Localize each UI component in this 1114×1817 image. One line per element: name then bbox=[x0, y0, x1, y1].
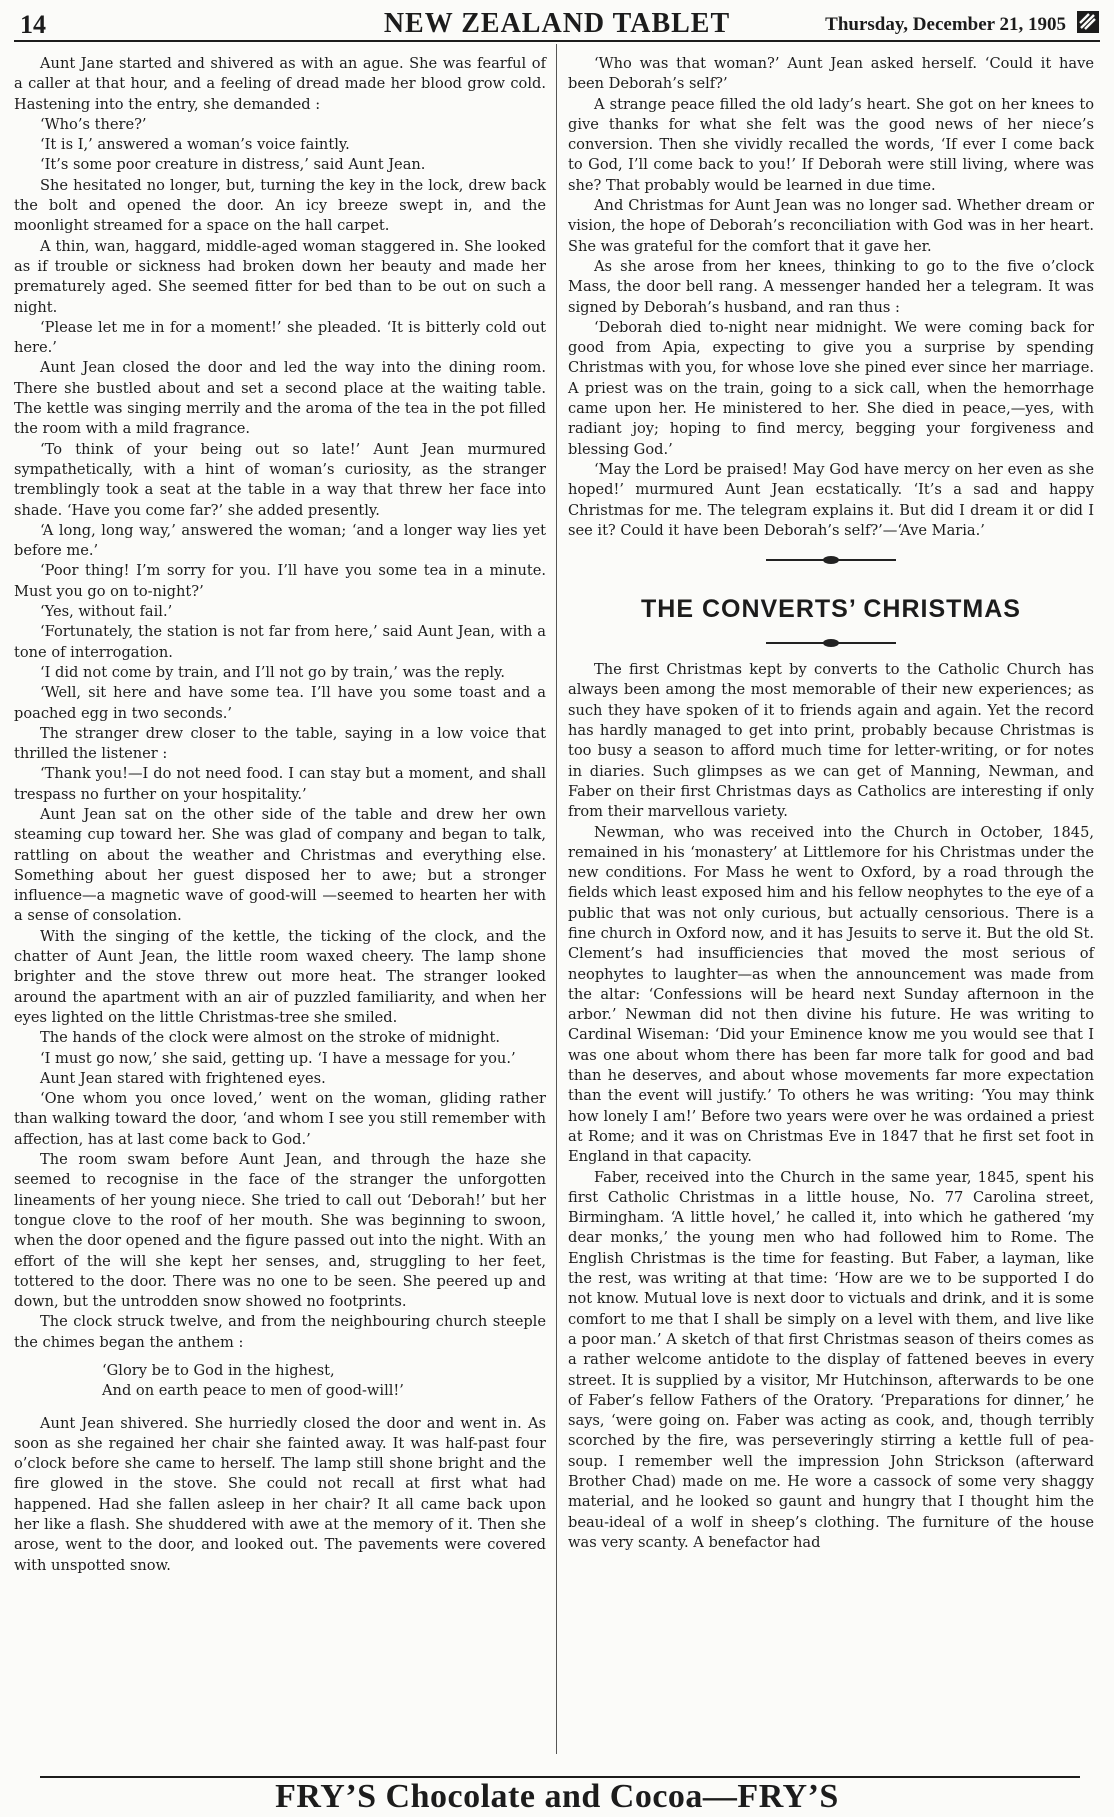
page-number: 14 bbox=[20, 10, 46, 39]
footer-advertisement: FRY’S Chocolate and Cocoa—FRY’S bbox=[275, 1778, 839, 1815]
paragraph: ‘To think of your being out so late!’ Aunt Jean murmured sympathetically, with a hint of woman’s curiosity, as the stranger tremblingly took a seat at the table in a way that threw her face into shade. ‘Have you come far?’ she added presently. bbox=[14, 440, 546, 519]
publisher-mark-icon bbox=[1076, 10, 1100, 34]
left-column bbox=[14, 54, 546, 1576]
heading-flourish bbox=[766, 636, 896, 650]
story-continuation bbox=[14, 54, 546, 1353]
paragraph: The clock struck twelve, and from the neighbouring church steeple the chimes began the anthem : bbox=[14, 1313, 546, 1351]
paragraph: With the singing of the kettle, the ticking of the clock, and the chatter of Aunt Jean, the little room waxed cheery. The lamp shone brighter and the stove threw out more heat. The stranger looked around the apartment with an air of puzzled familiarity, and when her eyes lighted on the little Christmas-tree she smiled. bbox=[14, 927, 546, 1026]
paragraph: ‘Thank you!—I do not need food. I can stay but a moment, and shall trespass no further on your hospitality.’ bbox=[14, 765, 546, 803]
paragraph: ‘I must go now,’ she said, getting up. ‘I have a message for you.’ bbox=[40, 1049, 516, 1067]
paragraph: Aunt Jean stared with frightened eyes. bbox=[40, 1069, 326, 1087]
paragraph: Newman, who was received into the Church in October, 1845, remained in his ‘monastery’ at Littlemore for his Christmas under the new conditions. For Mass he went to Oxford, by a road through the fields which least exposed him and his fellow neophytes to the eye of a public that was not only curious, but actually censorious. There is a fine church in Oxford now, and it has Jesuits to serve it. But the old St. Clement’s had insufficiencies that moved the most serious of neophytes to laughter—as when the announcement was made from the altar: ‘Confessions will be heard next Sunday afternoon in the arbor.’ Newman did not then divine his future. He was writing to Cardinal Wiseman: ‘Did your Eminence know me you would see that I was one about whom there has been far more talk for good and bad than he deserves, and about whose movements far more expectation than the event will justify.’ To others he was writing: ‘You may think how lonely I am!’ Before two years were over he was ordained a priest at Rome; and it was on Christmas Eve in 1847 that he first set foot in England in that capacity. bbox=[568, 823, 1094, 1166]
right-column bbox=[568, 54, 1094, 1553]
paragraph: A thin, wan, haggard, middle-aged woman staggered in. She looked as if trouble or sickness had broken down her beauty and made her prematurely aged. She seemed fitter for bed than to be out on such a night. bbox=[14, 237, 546, 316]
paragraph: The stranger drew closer to the table, saying in a low voice that thrilled the listener : bbox=[14, 724, 546, 763]
paragraph: ‘Who’s there?’ bbox=[40, 115, 147, 133]
paragraph: ‘Deborah died to-night near midnight. We were coming back for good from Apia, expecting to give you a surprise by spending Christmas with you, for whose love she pined ever since her marriage. A priest was on the train, going to a sick call, when the hemorrhage came upon her. He ministered to her. She died in peace,—yes, with radiant joy; hoping to find mercy, begging your forgiveness and blessing God.’ bbox=[568, 318, 1094, 458]
paragraph: ‘May the Lord be praised! May God have mercy on her even as she hoped!’ murmured Aunt Jean ecstatically. ‘It’s a sad and happy Christmas for me. The telegram explains it. But did I dream it or did I see it? Could it have been Deborah’s self?’—‘Ave Maria.’ bbox=[568, 460, 1094, 539]
paragraph: ‘Fortunately, the station is not far from here,’ said Aunt Jean, with a tone of interrogation. bbox=[14, 623, 546, 661]
paragraph: ‘It is I,’ answered a woman’s voice faintly. bbox=[40, 136, 350, 154]
masthead bbox=[14, 4, 1100, 42]
paragraph: And Christmas for Aunt Jean was no longer sad. Whether dream or vision, the hope of Deborah’s reconciliation with God was in her heart. She was grateful for the comfort that it gave her. bbox=[568, 197, 1094, 255]
paragraph: Aunt Jane started and shivered as with an ague. She was fearful of a caller at that hour, and a feeling of dread made her blood grow cold. Hastening into the entry, she demanded : bbox=[14, 55, 546, 113]
paragraph: ‘I did not come by train, and I’ll not go by train,’ was the reply. bbox=[40, 663, 505, 681]
story-conclusion bbox=[568, 54, 1094, 541]
paragraph: A strange peace filled the old lady’s heart. She got on her knees to give thanks for what she felt was the good news of her niece’s conversion. Then she vividly recalled the words, ‘If ever I come back to God, I’ll come back to you!’ If Deborah were still living, where was she? That probably would be learned in due time. bbox=[568, 95, 1094, 194]
paragraph: As she arose from her knees, thinking to go to the five o’clock Mass, the door bell rang. A messenger handed her a telegram. It was signed by Deborah’s husband, and ran thus : bbox=[568, 257, 1094, 316]
article-body bbox=[568, 660, 1094, 1553]
paragraph: ‘Well, sit here and have some tea. I’ll have you some toast and a poached egg in two seconds.’ bbox=[14, 684, 546, 722]
paragraph: ‘It’s some poor creature in distress,’ said Aunt Jean. bbox=[40, 156, 426, 174]
paragraph: ‘Glory be to God in the highest, bbox=[102, 1362, 335, 1379]
paragraph: ‘Yes, without fail.’ bbox=[40, 603, 173, 621]
paragraph: Aunt Jean shivered. She hurriedly closed the door and went in. As soon as she regained her chair she fainted away. It was half-past four o’clock before she came to herself. The lamp still shone bright and the fire glowed in the stove. She could not recall at first what had happened. Had she fallen asleep in her chair? It all came back upon her like a flash. She shuddered with awe at the memory of it. Then she arose, went to the door, and looked out. The pavements were covered with unspotted snow. bbox=[14, 1414, 546, 1574]
section-separator bbox=[766, 553, 896, 567]
paragraph: She hesitated no longer, but, turning the key in the lock, drew back the bolt and opened the door. An icy breeze swept in, and the moonlight streamed for a space on the hall carpet. bbox=[14, 176, 546, 235]
column-divider bbox=[556, 44, 557, 1754]
paragraph: The hands of the clock were almost on the stroke of midnight. bbox=[40, 1029, 500, 1047]
paragraph: Faber, received into the Church in the same year, 1845, spent his first Catholic Christmas in a little house, No. 77 Carolina street, Birmingham. ‘A little hovel,’ he called it, into which he gathered ‘my dear monks,’ the young men who had followed him to Rome. The English Christmas is the time for feasting. But Faber, a layman, like the rest, was writing at that time: ‘How are we to be supported I do not know. Mutual love is next door to victuals and drink, and it is some comfort to me that I shall be simply on a level with them, and live like a poor man.’ A sketch of that first Christmas season of theirs comes as a rather welcome antidote to the display of fattened beeves in every street. It is supplied by a visitor, Mr Hutchinson, afterwards to be one of Faber’s fellow Fathers of the Oratory. ‘Preparations for dinner,’ he says, ‘were going on. Faber was acting as cook, and, though terribly scorched by the fire, was perseveringly stirring a kettle full of pea-soup. I remember well the impression John Strickson (afterward Brother Chad) made on me. He wore a cassock of some very shaggy material, and he looked so gaunt and hungry that I thought him the beau-ideal of a wolf in sheep’s clothing. The furniture of the house was very scanty. A benefactor had bbox=[568, 1168, 1094, 1551]
paragraph: Aunt Jean sat on the other side of the table and drew her own steaming cup toward her. She was glad of company and began to talk, rattling on about the weather and Christmas and everything else. Something about her guest disposed her to awe; but a stronger influence—a magnetic wave of good-will —seemed to hearten her with a sense of consolation. bbox=[14, 805, 546, 925]
issue-date: Thursday, December 21, 1905 bbox=[825, 14, 1066, 35]
paragraph: ‘Poor thing! I’m sorry for you. I’ll have you some tea in a minute. Must you go on to-night?’ bbox=[14, 562, 546, 600]
paragraph: Aunt Jean closed the door and led the way into the dining room. There she bustled about and set a second place at the waiting table. The kettle was singing merrily and the aroma of the tea in the pot filled the room with a mild fragrance. bbox=[14, 359, 546, 438]
paragraph: ‘Who was that woman?’ Aunt Jean asked herself. ‘Could it have been Deborah’s self?’ bbox=[568, 55, 1094, 93]
paragraph: ‘Please let me in for a moment!’ she pleaded. ‘It is bitterly cold out here.’ bbox=[14, 318, 546, 357]
paragraph: And on earth peace to men of good-will!’ bbox=[102, 1382, 404, 1400]
paragraph: The first Christmas kept by converts to the Catholic Church has always been among the most memorable of their new experiences; as such they have spoken of it to friends again and again. Yet the record has hardly managed to get into print, probably because Christmas is too busy a season to afford much time for letter-writing, or for notes in diaries. Such glimpses as we can get of Manning, Newman, and Faber on their first Christmas days as Catholics are interesting if only from their marvellous variety. bbox=[568, 661, 1094, 821]
paragraph: The room swam before Aunt Jean, and through the haze she seemed to recognise in the face of the stranger the unforgotten lineaments of her young niece. She tried to call out ‘Deborah!’ but her tongue clove to the roof of her mouth. She was beginning to swoon, when the door opened and the figure passed out into the night. With an effort of the will she kept her senses, and, struggling to her feet, tottered to the door. There was no one to be seen. She peered up and down, but the untrodden snow showed no footprints. bbox=[14, 1151, 546, 1311]
paragraph: ‘A long, long way,’ answered the woman; ‘and a longer way lies yet before me.’ bbox=[14, 521, 546, 560]
paragraph: ‘One whom you once loved,’ went on the woman, gliding rather than walking toward the door, ‘and whom I see you still remember with affection, has at last come back to God.’ bbox=[14, 1090, 546, 1148]
anthem-verse bbox=[14, 1361, 546, 1402]
article-heading: THE CONVERTS’ CHRISTMAS bbox=[641, 595, 1021, 624]
newspaper-title: NEW ZEALAND TABLET bbox=[383, 8, 731, 39]
story-continuation-end bbox=[14, 1414, 546, 1576]
